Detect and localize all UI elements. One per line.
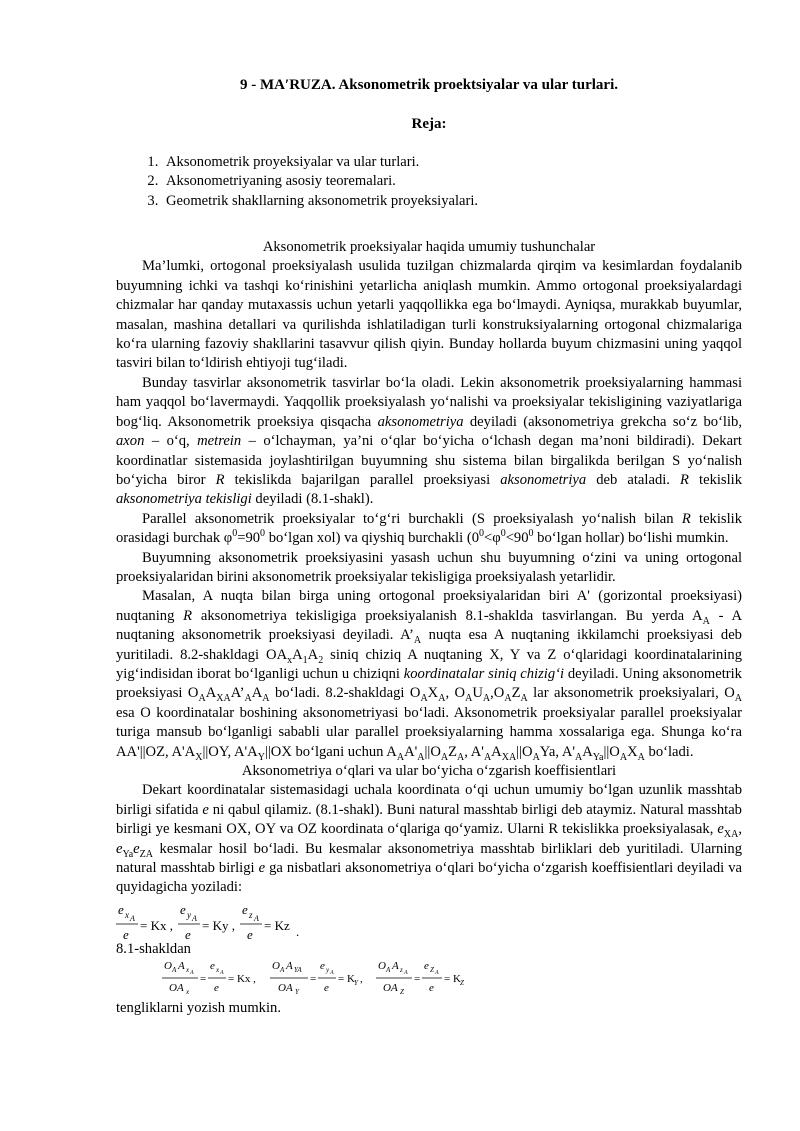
svg-text:x: x [186,966,190,975]
svg-text:,: , [360,973,363,986]
svg-text:A: A [286,960,293,973]
svg-text:y: y [326,966,330,975]
svg-text:A: A [192,913,197,923]
svg-text:A: A [404,970,408,977]
svg-text:A: A [130,913,135,923]
svg-text:OA: OA [169,982,184,995]
svg-text:A: A [178,960,185,973]
paragraph-6: Dekart koordinatalar sistemasidagi uchala koordinata o‘qi uchun umumiy bo‘lgan uzunlik masshtab birligi sifatida e ni qabul qilamiz. (8.1-shakl). Buni natural masshtab birligi deb ataymiz. Natural masshtab birligi ye kesmani OX, OY va OZ koordinata o‘qlariga qo‘yamiz. Ularni R tekislikka proeksiyalasak, $e_{XA}$, $e_{Ya}e_{ZA}$ kesmalar hosil bo‘ladi. Bu kesmalar aksonometriya masshtab birliklari deb yuritiladi. Ularning natural masshtab birligi e ga nisbatlari aksonometriya o‘qlari bo‘yicha o‘zgarish koeffisientlari deyiladi va quyidagicha yoziladi: [116,782,743,896]
paragraph-2: Bunday tasvirlar aksonometrik tasvirlar bo‘la oladi. Lekin aksonometrik proeksiyalarning hammasi ham yaqqol bo‘lavermaydi. Yaqqollik proeksiyalash yo‘nalishi va proeksiyalar tekisligining vaziyatlariga bog‘liq. Aksonometrik proeksiya qisqacha aksonometriya deyiladi (aksonometriya grekcha so‘z bo‘lib, axon – o‘q, metrein – o‘lchayman, ya’ni o‘qlar bo‘yicha o‘lchash degan ma’noni bildiradi). Dekart koordinatlar sistemasida joylashtirilgan buyumning shu sistema bilan birgalikda berilgan S yo‘nalish bo‘yicha biror R tekislikda bajarilgan parallel proeksiyasi aksonometriya deb ataladi. R tekislik aksonometriya tekisligi deyiladi (8.1-shakl). [116,374,743,508]
formula-term-z [240,902,299,942]
svg-text:z: z [249,909,253,920]
paragraph-5: Masalan, A nuqta bilan birga uning ortogonal proeksiyalaridan biri A' (gorizontal proeksiyasi) nuqtaning R aksonometriya tekisligiga proeksiyalanish 8.1-shaklda tasvirlangan. Bu yerda $A_A$ - A nuqtaning aksonometrik proeksiyasi deyiladi. $A’_A$ nuqta esa A nuqtaning ikkilamchi proeksiyasi deb yuritiladi. 8.2-shakldagi $OA_xA_1A_2$ siniq chiziq A nuqtaning X, Y va Z o‘qlaridagi koordinatalarining yig‘indisidan iborat bo‘lganligi uchun u chiziqni koordinatalar siniq chizig‘i deyiladi. Uning aksonometrik proeksiyasi $O_AA_{XA}A’_AA_A$ bo‘ladi. 8.2-shakldagi $O_AX_A$, $O_AU_A,O_AZ_A$ lar aksonometrik proeksiyalari, $O_A$ esa O koordinatalar boshining aksonometriyasi bo‘ladi. Aksonometrik proeksiyalar parallel proeksiyalar turiga mansub bo‘lganligi sababli ular parallel proeksiyalarning hamma xossalariga ega. Shunga ko‘ra AA'||OZ, $A'A_X||OY$, $A'A_Y||OX$ bo‘lgani uchun $A_AA'_A||O_AZ_A$, $A'_AA_{XA}||O_AYa$, $A'_AA_{Ya}||O_AX_A$ bo‘ladi. [116,588,742,763]
svg-text:e: e [118,901,124,917]
formula-term-y [178,902,235,942]
plan-list [116,153,742,211]
section-heading-general: Aksonometrik proeksiyalar haqida umumiy tushunchalar [262,239,596,256]
svg-text:O: O [378,960,386,973]
expanded-term-y [270,960,363,996]
svg-text:Z: Z [460,979,464,988]
svg-text:A: A [392,960,399,973]
svg-text:OA: OA [383,982,398,995]
svg-text:A: A [172,966,177,975]
svg-text:x: x [216,966,220,975]
svg-text:x: x [186,988,190,997]
svg-text:= K: = K [338,973,355,986]
svg-text:=: = [200,973,207,986]
svg-text:Y: Y [354,979,358,988]
lecture-title: 9 - MAʹRUZA. Aksonometrik proektsiyalar va ular turlari. [240,77,618,93]
svg-text:x: x [125,909,129,920]
svg-text:Z: Z [400,988,404,997]
coefficient-formula-expanded [162,959,742,999]
svg-text:= K: = K [444,973,461,986]
document-page [116,72,742,1019]
svg-text:A: A [386,966,391,975]
svg-text:= Ky ,: = Ky , [202,917,235,933]
figure-reference: 8.1-shakldan [116,940,191,957]
svg-text:A: A [280,966,285,975]
paragraph-4: Buyumning aksonometrik proeksiyasini yasash uchun shu buyumning o‘zini va uning ortogonal proeksiyalaridan birini aksonometrik proeksiyalar tekisligiga proeksiyalash yetarlidir. [116,549,742,585]
coefficient-formula [116,900,742,940]
svg-text:A: A [220,970,224,977]
plan-item: 1. Aksonometrik proyeksiyalar va ular turlari. [162,153,742,172]
svg-text:O: O [164,960,172,973]
svg-text:A: A [254,913,259,923]
formula-term-x [116,902,173,942]
plan-item: 3. Geometrik shakllarning aksonometrik proyeksiyalari. [162,192,742,211]
svg-text:Z: Z [430,966,434,975]
svg-text:z: z [400,966,403,975]
svg-text:A: A [435,970,439,977]
svg-text:e: e [247,926,253,942]
svg-text:= Kx ,: = Kx , [140,917,173,933]
svg-text:e: e [320,960,325,973]
svg-text:= Kz: = Kz [264,917,290,933]
closing-line: tengliklarni yozish mumkin. [116,1000,281,1017]
svg-text:e: e [123,926,129,942]
section-heading-coefficients: Aksonometriya o‘qlari va ular bo‘yicha o‘zgarish koeffisientlari [241,763,617,779]
svg-text:=: = [414,973,421,986]
svg-text:= Kx ,: = Kx , [228,973,256,986]
svg-text:e: e [324,982,329,995]
paragraph-3: Parallel aksonometrik proeksiyalar to‘g‘ri burchakli (S proeksiyalash yo‘nalish bilan R tekislik orasidagi burchak $\varphi^0=90^0$ bo‘lgan xol) va qiyshiq burchakli ($0^0<\varphi^0<90^0$ bo‘lgan hollar) bo‘lishi mumkin. [116,510,742,547]
svg-text:e: e [185,926,191,942]
svg-text:e: e [424,960,429,973]
svg-text:A: A [330,970,334,977]
svg-text:YA: YA [294,966,302,975]
plan-item: 2. Aksonometriyaning asosiy teoremalari. [162,172,742,191]
paragraph-1: Ma’lumki, ortogonal proeksiyalash usulida tuzilgan chizmalarda qirqim va kesimlardan foydalanib buyumning ichki va tashqi ko‘rinishini yetarlicha aniqlash mumkin. Ammo ortogonal proeksiyalardagi chizmalar har qanday mutaxassis uchun yetarli yaqqollikka ega bo‘lmaydi. Ayniqsa, murakkab buyumlar, masalan, mashina detallari va qurilishda ishlatiladigan turli konstruksiyalarning ortogonal chizmalariga ko‘ra ularning fazoviy shakllarini tasavvur qilish qiyin. Bunday hollarda buyum chizmasini uning yaqqol tasviri bilan to‘ldirish ehtiyoji tug‘iladi. [116,258,742,372]
svg-text:O: O [272,960,280,973]
svg-text:e: e [180,901,186,917]
svg-text:.: . [296,923,300,939]
svg-text:y: y [187,909,191,920]
svg-text:e: e [429,982,434,995]
svg-text:OA: OA [278,982,293,995]
svg-text:A: A [190,970,194,977]
svg-text:e: e [242,901,248,917]
expanded-term-z [376,960,464,996]
plan-heading: Reja: [411,116,447,133]
svg-text:=: = [310,973,317,986]
svg-text:e: e [210,960,215,973]
svg-text:e: e [214,982,219,995]
svg-text:Y: Y [295,988,299,997]
expanded-term-x [162,960,256,996]
